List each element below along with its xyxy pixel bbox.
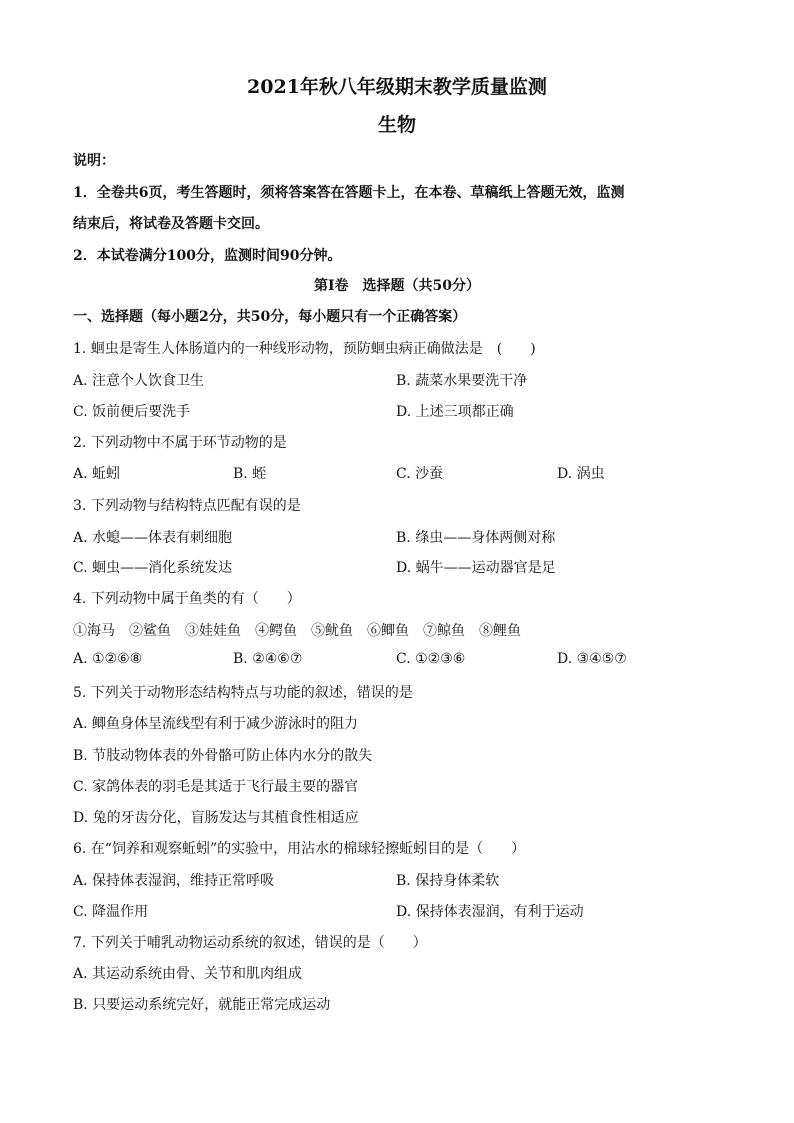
question-4-option-c: C. ①②③⑥ xyxy=(396,651,466,667)
instructions-label: 说明： xyxy=(73,153,115,169)
subject-title: 生物 xyxy=(377,114,416,136)
section-heading: 一、选择题（每小题2分，共50分，每小题只有一个正确答案） xyxy=(73,309,467,325)
question-1-option-b: B. 蔬菜水果要洗干净 xyxy=(396,373,528,389)
section-title: 第Ⅰ卷 选择题（共50分） xyxy=(313,278,481,294)
question-4-option-d: D. ③④⑤⑦ xyxy=(557,651,627,667)
question-5-stem: 5. 下列关于动物形态结构特点与功能的叙述，错误的是 xyxy=(73,685,413,701)
question-2-option-d: D. 涡虫 xyxy=(557,466,605,482)
question-2-option-a: A. 蚯蚓 xyxy=(73,466,121,482)
question-3-option-a: A. 水螅——体表有刺细胞 xyxy=(73,530,233,546)
question-1-option-d: D. 上述三项都正确 xyxy=(396,404,514,420)
question-6-option-b: B. 保持身体柔软 xyxy=(396,873,500,889)
question-2-option-c: C. 沙蚕 xyxy=(396,466,444,482)
question-4-stem: 4. 下列动物中属于鱼类的有（ ） xyxy=(73,591,301,607)
question-6-stem: 6. 在“饲养和观察蚯蚓”的实验中，用沾水的棉球轻擦蚯蚓目的是（ ） xyxy=(73,841,526,857)
question-7-option-a: A. 其运动系统由骨、关节和肌肉组成 xyxy=(73,966,303,982)
question-3-stem: 3. 下列动物与结构特点匹配有误的是 xyxy=(73,498,301,514)
question-4-option-a: A. ①②⑥⑧ xyxy=(73,651,143,667)
question-5-option-b: B. 节肢动物体表的外骨骼可防止体内水分的散失 xyxy=(73,748,373,764)
question-3-option-b: B. 绦虫——身体两侧对称 xyxy=(396,530,556,546)
question-3-option-c: C. 蛔虫——消化系统发达 xyxy=(73,560,233,576)
question-2-option-b: B. 蛭 xyxy=(233,466,267,482)
question-7-option-b: B. 只要运动系统完好，就能正常完成运动 xyxy=(73,997,331,1013)
question-6-option-a: A. 保持体表湿润，维持正常呼吸 xyxy=(73,873,275,889)
question-5-option-c: C. 家鸽体表的羽毛是其适于飞行最主要的器官 xyxy=(73,779,359,795)
question-7-stem: 7. 下列关于哺乳动物运动系统的叙述，错误的是（ ） xyxy=(73,935,427,951)
question-6-option-c: C. 降温作用 xyxy=(73,904,149,920)
instruction-1-line-2: 结束后，将试卷及答题卡交回。 xyxy=(73,216,269,232)
question-6-option-d: D. 保持体表湿润，有利于运动 xyxy=(396,904,584,920)
instruction-2: 2．本试卷满分100分，监测时间90分钟。 xyxy=(73,248,342,264)
question-5-option-d: D. 兔的牙齿分化，盲肠发达与其植食性相适应 xyxy=(73,810,359,826)
question-4-animal-list: ①海马 ②鲨鱼 ③娃娃鱼 ④鳄鱼 ⑤鱿鱼 ⑥鲫鱼 ⑦鲸鱼 ⑧鲤鱼 xyxy=(73,623,521,639)
instruction-1-line-1: 1．全卷共6页，考生答题时，须将答案答在答题卡上，在本卷、草稿纸上答题无效，监测 xyxy=(73,185,625,201)
question-1-stem: 1. 蛔虫是寄生人体肠道内的一种线形动物，预防蛔虫病正确做法是 ( ) xyxy=(73,341,536,357)
question-1-option-c: C. 饭前便后要洗手 xyxy=(73,404,191,420)
exam-title: 2021年秋八年级期末教学质量监测 xyxy=(247,76,547,98)
question-1-option-a: A. 注意个人饮食卫生 xyxy=(73,373,205,389)
question-3-option-d: D. 蜗牛——运动器官是足 xyxy=(396,560,556,576)
question-5-option-a: A. 鲫鱼身体呈流线型有利于减少游泳时的阻力 xyxy=(73,716,359,732)
question-2-stem: 2. 下列动物中不属于环节动物的是 xyxy=(73,435,287,451)
question-4-option-b: B. ②④⑥⑦ xyxy=(233,651,303,667)
